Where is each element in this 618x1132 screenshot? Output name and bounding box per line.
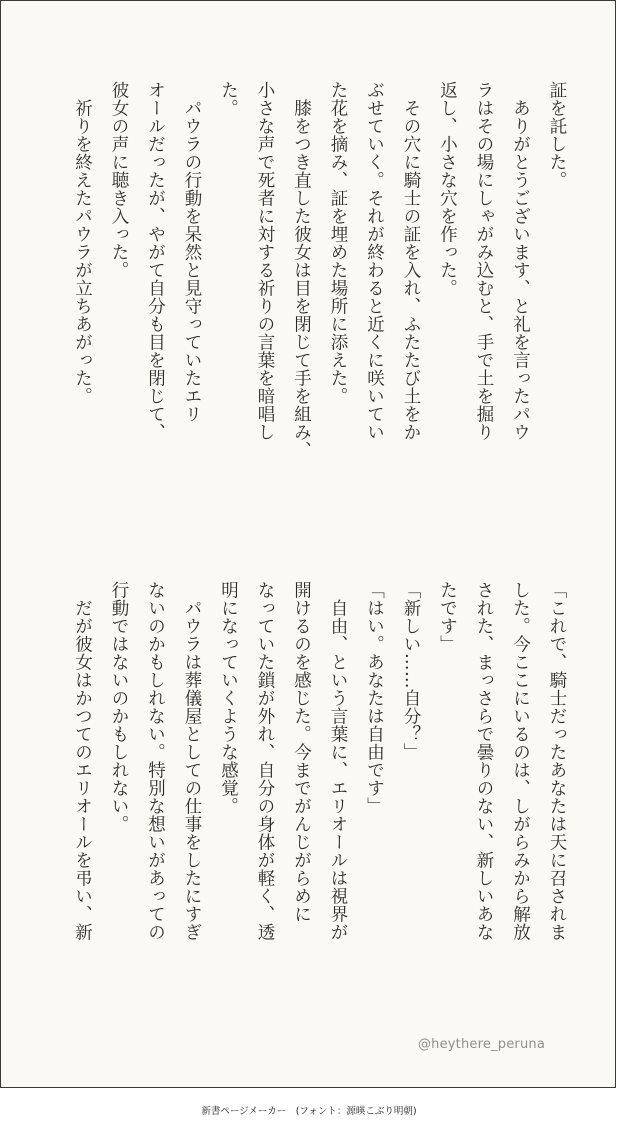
text-line: 膝をつき直した彼女は目を閉じて手を組み、 (291, 81, 312, 459)
text-line: 「新しい……自分？」 (401, 581, 421, 761)
text-line: 明になっていくような感覚。 (218, 581, 239, 815)
text-line: パウラは葬儀屋としての仕事をしたにすぎ (182, 581, 202, 941)
text-line: 返し、小さな穴を作った。 (437, 81, 458, 297)
text-line: た。 (218, 81, 239, 117)
text-line: 祈りを終えたパウラが立ちあがった。 (72, 81, 93, 405)
text-line: パウラの行動を呆然と見守っていたエリ (182, 81, 202, 423)
text-block-bottom (64, 581, 575, 1001)
text-line: たです」 (437, 581, 458, 653)
text-line: その穴に騎士の証を入れ、ふたたび土をか (401, 81, 421, 441)
text-line: 小さな声で死者に対する祈りの言葉を暗唱し (255, 81, 275, 441)
text-line: 「はい。あなたは自由です」 (364, 581, 385, 815)
text-line: 証を託した。 (547, 81, 567, 189)
text-line: 「これで、騎士だったあなたは天に召されま (547, 581, 567, 941)
text-line: した。今ここにいるのは、しがらみから解放 (510, 581, 531, 941)
text-block-top (64, 81, 575, 521)
author-credit: @heythere_peruna (417, 1037, 545, 1052)
text-line: された、まっさらで曇りのない、新しいあな (474, 581, 494, 941)
text-line: 行動ではないのかもしれない。 (109, 581, 129, 833)
text-line: ぶせていく。それが終わると近くに咲いてい (364, 81, 385, 441)
text-line: 自由、という言葉に、エリオールは視界が (328, 581, 348, 941)
text-line: ラはその場にしゃがみ込むと、手で土を掘り (474, 81, 494, 441)
text-line: なっていた鎖が外れ、自分の身体が軽く、透 (255, 581, 275, 941)
text-line: ないのかもしれない。特別な想いがあっての (145, 581, 166, 941)
text-line: だが彼女はかつてのエリオールを弔い、新 (72, 581, 93, 941)
footer-caption: 新書ページメーカー (フォント：源暎こぶり明朝) (201, 1106, 417, 1117)
text-line: 開けるのを感じた。今までがんじがらめに (291, 581, 312, 923)
text-line: た花を摘み、証を埋めた場所に添えた。 (328, 81, 348, 405)
text-line: 彼女の声に聴き入った。 (109, 81, 129, 279)
text-line: オールだったが、やがて自分も目を閉じて、 (145, 81, 166, 441)
text-line: ありがとうございます、と礼を言ったパウ (510, 81, 531, 441)
